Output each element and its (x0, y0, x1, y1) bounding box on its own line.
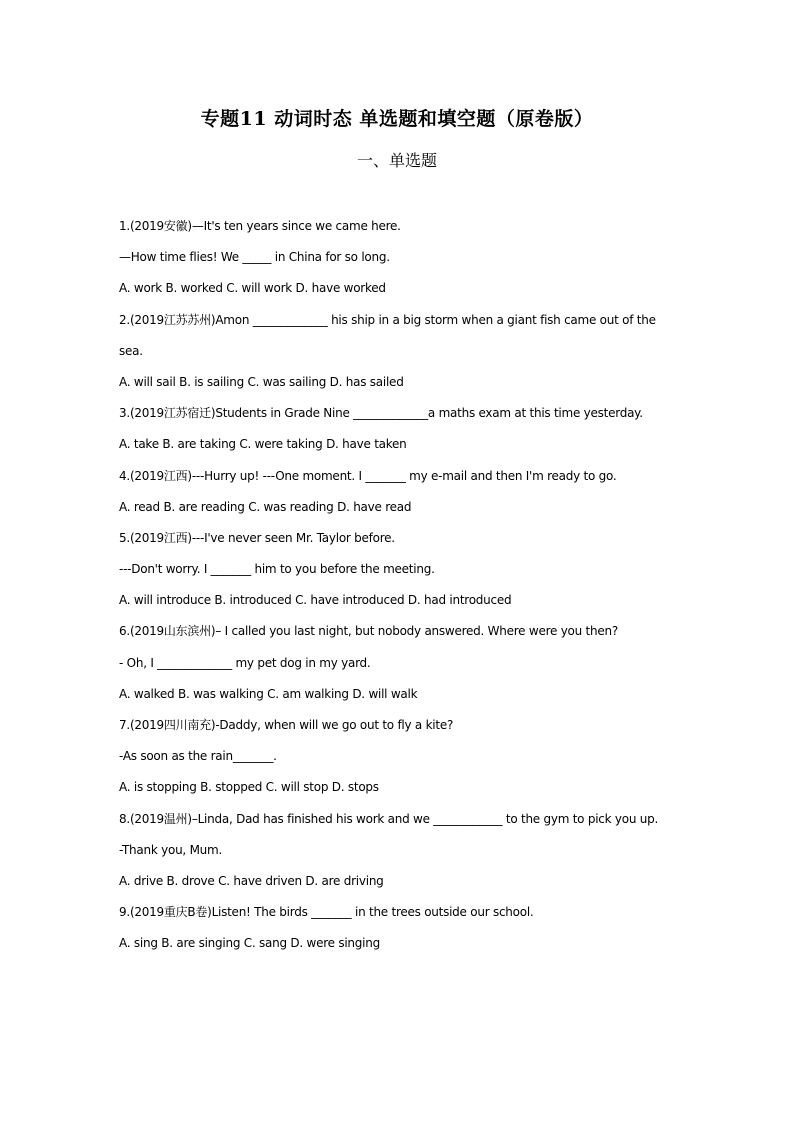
section-heading: 一、单选题 (356, 151, 437, 170)
question-line: A. is stopping B. stopped C. will stop D. stops (119, 780, 379, 795)
question-line: —How time flies! We _____ in China for so long. (119, 250, 390, 265)
question-list (119, 215, 699, 964)
question-line: 1.(2019安徽)—It's ten years since we came here. (119, 219, 401, 233)
question-line: 3.(2019江苏宿迁)Students in Grade Nine _____________a maths exam at this time yesterday. (119, 406, 643, 421)
question-line: 7.(2019四川南充)-Daddy, when will we go out to fly a kite? (119, 718, 454, 732)
question-line: A. drive B. drove C. have driven D. are driving (119, 873, 384, 888)
question-line: A. will introduce B. introduced C. have introduced D. had introduced (119, 593, 512, 608)
question-line: sea. (119, 343, 143, 358)
question-line: 9.(2019重庆B卷)Listen! The birds _______ in the trees outside our school. (119, 905, 534, 920)
question-line: 2.(2019江苏苏州)Amon _____________ his ship in a big storm when a giant fish came out of the (119, 312, 656, 327)
question-line: A. will sail B. is sailing C. was sailing D. has sailed (119, 374, 404, 389)
question-line: A. sing B. are singing C. sang D. were singing (119, 936, 380, 951)
question-line: 6.(2019山东滨州)– I called you last night, but nobody answered. Where were you then? (119, 624, 618, 639)
question-line: 5.(2019江西)---I've never seen Mr. Taylor before. (119, 530, 395, 545)
question-line: 8.(2019温州)–Linda, Dad has finished his work and we ____________ to the gym to pick you up. (119, 811, 659, 826)
question-line: A. walked B. was walking C. am walking D. will walk (119, 686, 418, 701)
question-line: - Oh, I _____________ my pet dog in my yard. (119, 655, 371, 670)
question-line: ---Don't worry. I _______ him to you before the meeting. (119, 562, 435, 577)
question-line: A. take B. are taking C. were taking D. have taken (119, 437, 407, 452)
question-line: A. work B. worked C. will work D. have worked (119, 281, 386, 296)
question-line: -Thank you, Mum. (119, 842, 223, 857)
question-line: 4.(2019江西)---Hurry up! ---One moment. I _______ my e-mail and then I'm ready to go. (119, 468, 617, 483)
question-line: A. read B. are reading C. was reading D. have read (119, 499, 412, 514)
question-line: -As soon as the rain_______. (119, 749, 277, 764)
page-title: 专题11 动词时态 单选题和填空题（原卷版） (200, 108, 594, 130)
